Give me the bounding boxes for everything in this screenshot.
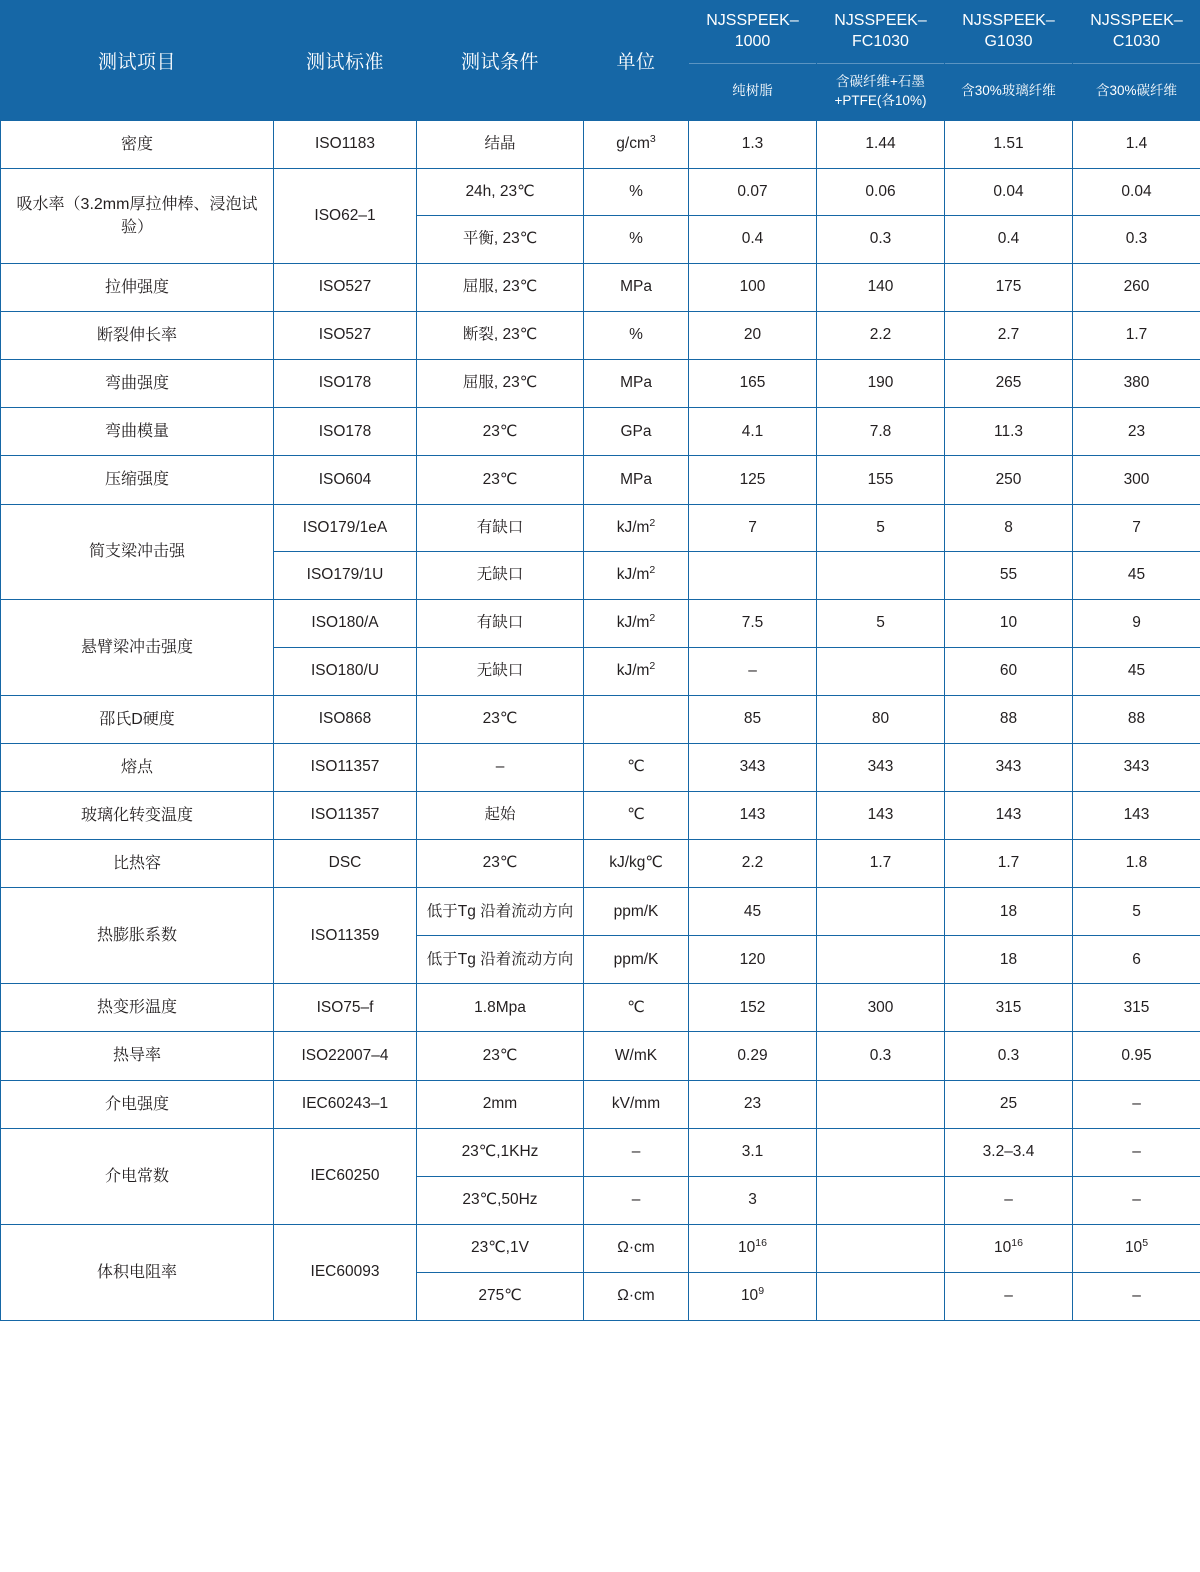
cell-unit: $kJ/m^2$ [584,647,689,695]
cell-value-grade-3: 9 [1073,600,1200,647]
grade-name-1: NJSSPEEK–FC1030 [817,1,944,64]
cell-value-grade-0: 85 [689,695,817,743]
cell-value-grade-1: 5 [817,504,945,551]
cell-value-grade-3: – [1073,1272,1200,1320]
cell-value-grade-1: 143 [817,791,945,839]
cell-standard: ISO527 [274,311,417,359]
cell-value-grade-2: $10^{16}$ [945,1224,1073,1272]
cell-unit: GPa [584,408,689,456]
cell-value-grade-2: 11.3 [945,408,1073,456]
cell-condition: 23℃,50Hz [417,1176,584,1224]
cell-value-grade-1: 0.3 [817,1032,945,1080]
cell-condition: 1.8Mpa [417,984,584,1032]
cell-value-grade-1 [817,936,945,984]
cell-value-grade-0: 7 [689,504,817,551]
cell-value-grade-3: 6 [1073,936,1200,984]
cell-value-grade-3: 88 [1073,695,1200,743]
cell-standard: IEC60093 [274,1224,417,1320]
cell-value-grade-0: 7.5 [689,600,817,647]
cell-value-grade-2: 265 [945,360,1073,408]
grade-name-0: NJSSPEEK–1000 [689,1,816,64]
table-row [1,695,1200,743]
header-item: 测试项目 [1,1,274,121]
cell-item: 体积电阻率 [1,1224,274,1320]
table-row [1,984,1200,1032]
table-row [1,311,1200,359]
cell-value-grade-3: 260 [1073,263,1200,311]
table-row [1,1032,1200,1080]
cell-unit: $kJ/m^2$ [584,504,689,551]
cell-standard: ISO604 [274,456,417,504]
table-header [1,1,1200,121]
cell-standard: ISO11357 [274,791,417,839]
cell-condition: – [417,743,584,791]
cell-unit: ppm/K [584,888,689,936]
cell-unit: ppm/K [584,936,689,984]
cell-value-grade-0: 125 [689,456,817,504]
cell-value-grade-3: 7 [1073,504,1200,551]
grade-desc-2: 含30%玻璃纤维 [961,83,1056,99]
cell-item: 弯曲模量 [1,408,274,456]
cell-item: 简支梁冲击强 [1,504,274,599]
cell-value-grade-1: 80 [817,695,945,743]
grade-desc-3: 含30%碳纤维 [1095,83,1178,99]
cell-unit: % [584,168,689,215]
cell-item: 吸水率（3.2mm厚拉伸棒、浸泡试验） [1,168,274,263]
cell-unit: $kJ/m^2$ [584,600,689,647]
cell-value-grade-2: 315 [945,984,1073,1032]
cell-value-grade-0: $10^9$ [689,1272,817,1320]
cell-value-grade-0: 20 [689,311,817,359]
cell-condition: 23℃ [417,695,584,743]
cell-value-grade-3: 1.8 [1073,840,1200,888]
cell-value-grade-0: 45 [689,888,817,936]
cell-condition: 24h, 23℃ [417,168,584,215]
table-row [1,504,1200,551]
cell-item: 弯曲强度 [1,360,274,408]
cell-value-grade-0: 3 [689,1176,817,1224]
cell-unit: Ω·cm [584,1224,689,1272]
cell-item: 介电强度 [1,1080,274,1128]
cell-value-grade-1 [817,647,945,695]
cell-value-grade-3: 380 [1073,360,1200,408]
cell-value-grade-1: 1.7 [817,840,945,888]
cell-item: 邵氏D硬度 [1,695,274,743]
cell-value-grade-1: 300 [817,984,945,1032]
cell-value-grade-3: 1.4 [1073,120,1200,168]
cell-value-grade-3: 45 [1073,647,1200,695]
cell-item: 压缩强度 [1,456,274,504]
header-grade-1 [817,1,945,121]
table-row [1,1224,1200,1272]
cell-value-grade-3: 343 [1073,743,1200,791]
table-row [1,168,1200,215]
cell-unit: % [584,216,689,263]
cell-value-grade-1: 1.44 [817,120,945,168]
cell-standard: IEC60250 [274,1128,417,1224]
cell-condition: 平衡, 23℃ [417,216,584,263]
cell-condition: 23℃ [417,1032,584,1080]
cell-value-grade-2: 88 [945,695,1073,743]
header-condition: 测试条件 [417,1,584,121]
cell-condition: 23℃ [417,456,584,504]
cell-value-grade-2: 18 [945,936,1073,984]
cell-value-grade-2: 1.51 [945,120,1073,168]
cell-condition: 23℃,1V [417,1224,584,1272]
cell-value-grade-2: 0.04 [945,168,1073,215]
header-grade-2 [945,1,1073,121]
cell-value-grade-0: 4.1 [689,408,817,456]
cell-condition: 23℃ [417,408,584,456]
table-row [1,360,1200,408]
cell-item: 热膨胀系数 [1,888,274,984]
cell-value-grade-0 [689,552,817,600]
cell-value-grade-1 [817,1176,945,1224]
cell-value-grade-3: 0.3 [1073,216,1200,263]
cell-value-grade-2: 0.4 [945,216,1073,263]
cell-value-grade-3: – [1073,1128,1200,1176]
table-row [1,263,1200,311]
cell-value-grade-0: – [689,647,817,695]
cell-value-grade-0: 100 [689,263,817,311]
table-row [1,408,1200,456]
cell-value-grade-3: – [1073,1176,1200,1224]
cell-item: 玻璃化转变温度 [1,791,274,839]
cell-value-grade-2: 343 [945,743,1073,791]
cell-value-grade-3: 23 [1073,408,1200,456]
cell-value-grade-1: 140 [817,263,945,311]
cell-standard: ISO179/1U [274,552,417,600]
cell-value-grade-1 [817,888,945,936]
header-standard: 测试标准 [274,1,417,121]
cell-standard: ISO179/1eA [274,504,417,551]
cell-condition: 低于Tg 沿着流动方向 [417,888,584,936]
grade-desc-0: 纯树脂 [732,83,773,99]
cell-standard: ISO11357 [274,743,417,791]
cell-condition: 有缺口 [417,600,584,647]
cell-value-grade-2: 3.2–3.4 [945,1128,1073,1176]
cell-unit: kV/mm [584,1080,689,1128]
cell-unit: MPa [584,360,689,408]
table-body [1,120,1200,1320]
cell-value-grade-1: 343 [817,743,945,791]
cell-item: 悬臂梁冲击强度 [1,600,274,695]
cell-value-grade-3: $10^5$ [1073,1224,1200,1272]
header-grade-0 [689,1,817,121]
cell-value-grade-2: 18 [945,888,1073,936]
cell-value-grade-2: 8 [945,504,1073,551]
cell-unit: MPa [584,456,689,504]
cell-value-grade-0: 120 [689,936,817,984]
cell-value-grade-3: – [1073,1080,1200,1128]
cell-condition: 有缺口 [417,504,584,551]
cell-unit: Ω·cm [584,1272,689,1320]
cell-standard: DSC [274,840,417,888]
cell-value-grade-3: 1.7 [1073,311,1200,359]
cell-value-grade-1: 7.8 [817,408,945,456]
cell-value-grade-0: 0.29 [689,1032,817,1080]
cell-value-grade-3: 143 [1073,791,1200,839]
cell-standard: ISO180/U [274,647,417,695]
cell-condition: 屈服, 23℃ [417,360,584,408]
grade-name-3: NJSSPEEK–C1030 [1073,1,1200,64]
cell-unit: MPa [584,263,689,311]
cell-condition: 23℃ [417,840,584,888]
cell-standard: ISO868 [274,695,417,743]
cell-unit: kJ/kg℃ [584,840,689,888]
cell-value-grade-1: 190 [817,360,945,408]
cell-condition: 275℃ [417,1272,584,1320]
cell-standard: ISO75–f [274,984,417,1032]
cell-value-grade-1: 5 [817,600,945,647]
cell-value-grade-3: 5 [1073,888,1200,936]
cell-value-grade-1 [817,1224,945,1272]
cell-unit: $kJ/m^2$ [584,552,689,600]
cell-condition: 屈服, 23℃ [417,263,584,311]
table-row [1,840,1200,888]
cell-condition: 23℃,1KHz [417,1128,584,1176]
cell-item: 断裂伸长率 [1,311,274,359]
cell-standard: ISO180/A [274,600,417,647]
cell-value-grade-2: 0.3 [945,1032,1073,1080]
cell-item: 熔点 [1,743,274,791]
cell-standard: ISO527 [274,263,417,311]
cell-value-grade-1: 0.06 [817,168,945,215]
table-row [1,1080,1200,1128]
cell-value-grade-0: 3.1 [689,1128,817,1176]
grade-desc-1: 含碳纤维+石墨+PTFE(各10%) [834,74,927,108]
cell-value-grade-3: 300 [1073,456,1200,504]
cell-value-grade-1 [817,552,945,600]
cell-value-grade-0: 2.2 [689,840,817,888]
cell-item: 密度 [1,120,274,168]
cell-value-grade-1: 2.2 [817,311,945,359]
cell-item: 比热容 [1,840,274,888]
cell-condition: 无缺口 [417,647,584,695]
cell-unit: % [584,311,689,359]
cell-value-grade-3: 0.95 [1073,1032,1200,1080]
cell-unit: $g/cm^3$ [584,120,689,168]
cell-unit: W/mK [584,1032,689,1080]
cell-value-grade-0: 143 [689,791,817,839]
table-row [1,1128,1200,1176]
table-row [1,743,1200,791]
cell-value-grade-1 [817,1080,945,1128]
cell-unit: ℃ [584,791,689,839]
cell-value-grade-0: 23 [689,1080,817,1128]
cell-item: 热导率 [1,1032,274,1080]
table-row [1,791,1200,839]
cell-value-grade-0: 152 [689,984,817,1032]
cell-value-grade-3: 45 [1073,552,1200,600]
cell-value-grade-2: 25 [945,1080,1073,1128]
cell-value-grade-3: 0.04 [1073,168,1200,215]
cell-condition: 断裂, 23℃ [417,311,584,359]
cell-unit [584,695,689,743]
cell-standard: ISO62–1 [274,168,417,263]
table-row [1,120,1200,168]
cell-item: 热变形温度 [1,984,274,1032]
cell-value-grade-2: 143 [945,791,1073,839]
cell-standard: ISO1183 [274,120,417,168]
cell-value-grade-0: 1.3 [689,120,817,168]
cell-value-grade-1: 155 [817,456,945,504]
cell-value-grade-2: – [945,1272,1073,1320]
header-grade-3 [1073,1,1200,121]
cell-value-grade-2: 55 [945,552,1073,600]
cell-value-grade-2: 10 [945,600,1073,647]
cell-condition: 2mm [417,1080,584,1128]
cell-value-grade-0: 343 [689,743,817,791]
cell-value-grade-2: 1.7 [945,840,1073,888]
cell-value-grade-2: 2.7 [945,311,1073,359]
cell-value-grade-1 [817,1272,945,1320]
cell-value-grade-2: 250 [945,456,1073,504]
cell-value-grade-3: 315 [1073,984,1200,1032]
cell-condition: 低于Tg 沿着流动方向 [417,936,584,984]
cell-item: 拉伸强度 [1,263,274,311]
cell-standard: ISO11359 [274,888,417,984]
cell-item: 介电常数 [1,1128,274,1224]
cell-value-grade-2: – [945,1176,1073,1224]
table-row [1,888,1200,936]
cell-value-grade-1: 0.3 [817,216,945,263]
table-row [1,600,1200,647]
header-unit: 单位 [584,1,689,121]
cell-value-grade-2: 175 [945,263,1073,311]
cell-condition: 无缺口 [417,552,584,600]
cell-standard: ISO178 [274,360,417,408]
table-row [1,456,1200,504]
cell-unit: – [584,1176,689,1224]
cell-standard: ISO178 [274,408,417,456]
cell-standard: IEC60243–1 [274,1080,417,1128]
cell-unit: ℃ [584,984,689,1032]
cell-unit: ℃ [584,743,689,791]
grade-name-2: NJSSPEEK–G1030 [945,1,1072,64]
cell-unit: – [584,1128,689,1176]
cell-value-grade-0: 165 [689,360,817,408]
cell-value-grade-0: 0.4 [689,216,817,263]
cell-standard: ISO22007–4 [274,1032,417,1080]
cell-value-grade-1 [817,1128,945,1176]
cell-condition: 起始 [417,791,584,839]
cell-value-grade-2: 60 [945,647,1073,695]
cell-value-grade-0: 0.07 [689,168,817,215]
cell-value-grade-0: $10^{16}$ [689,1224,817,1272]
cell-condition: 结晶 [417,120,584,168]
